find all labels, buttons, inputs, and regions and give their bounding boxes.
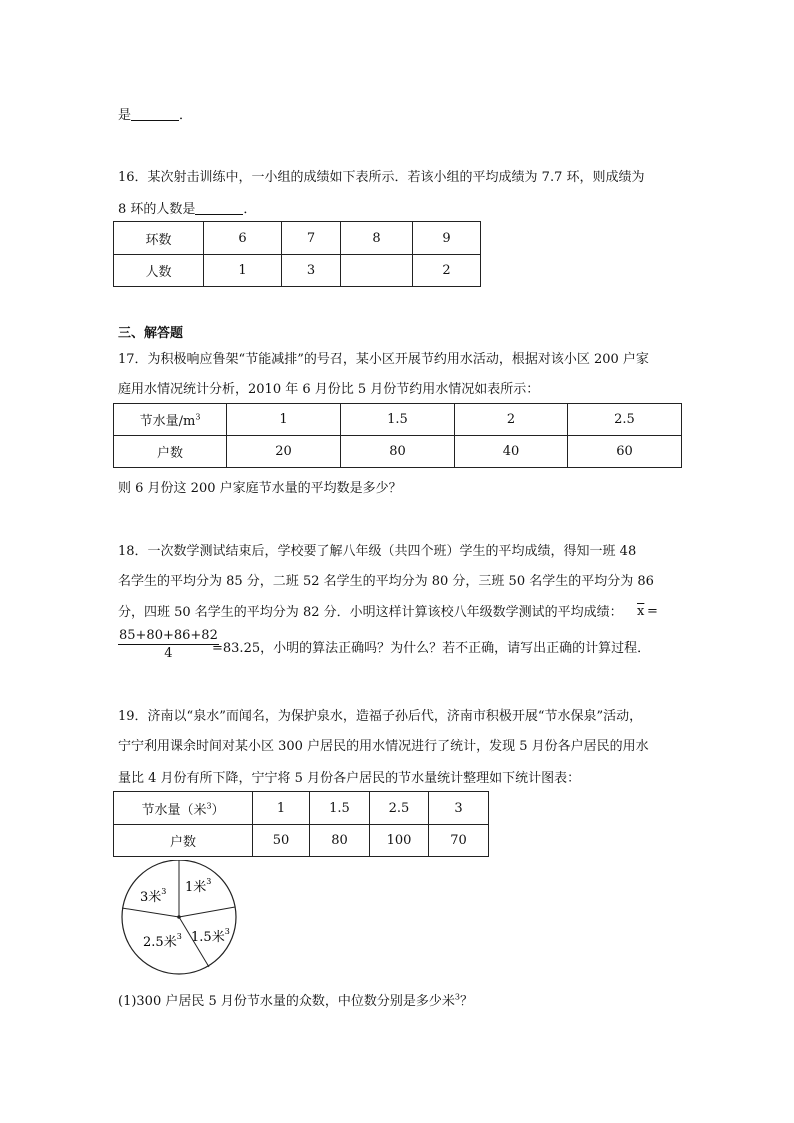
q17-cell: 60 — [568, 436, 682, 468]
q16-cell: 2 — [413, 255, 481, 287]
q19-cell: 1 — [253, 792, 310, 825]
q16-cell: 7 — [282, 222, 341, 255]
q19-sub1-text: (1)300 户居民 5 月份节水量的众数，中位数分别是多少米 — [118, 994, 455, 1009]
q16-line1: 16．某次射击训练中，一小组的成绩如下表所示．若该小组的平均成绩为 7.7 环，则成绩为 — [118, 170, 645, 185]
q17-table — [113, 403, 682, 468]
q15-period: ． — [179, 108, 193, 123]
q15-answer-blank[interactable] — [131, 107, 179, 121]
q17-line2: 庭用水情况统计分析，2010 年 6 月份比 5 月份节约用水情况如表所示： — [118, 382, 540, 397]
q18-fraction — [118, 628, 219, 663]
q16-table-row2 — [114, 255, 481, 287]
q19-cell: 100 — [370, 825, 429, 857]
q18-after: =83.25，小明的算法正确吗？为什么？若不正确，请写出正确的计算过程． — [212, 641, 651, 656]
q16-cell: 6 — [204, 222, 282, 255]
q17-header-cell — [114, 404, 227, 436]
q19-cell: 70 — [429, 825, 489, 857]
q19-sub1-end: ？ — [460, 994, 474, 1009]
q16-cell: 9 — [413, 222, 481, 255]
q17-unit-sup: 3 — [195, 412, 201, 422]
q17-cell: 20 — [227, 436, 341, 468]
q16-cell: 环数 — [114, 222, 204, 255]
q18-line2: 名学生的平均分为 85 分，二班 52 名学生的平均分为 80 分，三班 50 名学生的平均分为 86 — [118, 574, 654, 589]
q19-unit-sup: 3 — [206, 801, 212, 811]
q17-table-row2 — [114, 436, 682, 468]
q16-cell: 8 — [341, 222, 413, 255]
q16-table — [113, 221, 481, 287]
q19-table — [113, 791, 489, 857]
q15-tail-text: 是 — [118, 108, 132, 123]
q19-cell: 3 — [429, 792, 489, 825]
q16-cell — [341, 255, 413, 287]
pie-label-3: 3米$^3$ — [140, 887, 167, 905]
pie-center — [177, 915, 181, 919]
q17-cell: 1 — [227, 404, 341, 436]
q17-cell: 1.5 — [341, 404, 455, 436]
q16-table-row1 — [114, 222, 481, 255]
q18-equals: = — [647, 604, 658, 619]
q19-line1: 19．济南以“泉水”而闻名，为保护泉水，造福子孙后代，济南市积极开展“节水保泉”活动， — [118, 709, 643, 724]
q19-cell: 50 — [253, 825, 310, 857]
q16-period: ． — [243, 202, 257, 217]
q16-line2-text: 8 环的人数是 — [118, 202, 196, 217]
q19-table-row2 — [114, 825, 489, 857]
q19-unit-label: 节水量（米 — [141, 802, 207, 818]
q16-line2 — [118, 198, 256, 217]
q19-sub1 — [118, 990, 473, 1009]
q17-cell: 40 — [455, 436, 568, 468]
q17-table-row1 — [114, 404, 682, 436]
q19-cell: 80 — [310, 825, 370, 857]
q15-tail — [118, 104, 192, 123]
q18-numerator: 85+80+86+82 — [119, 628, 218, 643]
q17-unit-label: 节水量/m — [139, 414, 196, 429]
q18-xbar: $\overline{x}$ — [637, 604, 645, 619]
q19-cell: 户数 — [114, 825, 253, 857]
q19-line3: 量比 4 月份有所下降，宁宁将 5 月份各户居民的节水量统计整理如下统计图表： — [118, 771, 581, 786]
q19-line2: 宁宁利用课余时间对某小区 300 户居民的用水情况进行了统计，发现 5 月份各户居民的用水 — [118, 739, 649, 754]
q17-cell: 户数 — [114, 436, 227, 468]
q19-sub1-sup: 3 — [454, 992, 460, 1002]
q18-line3: 分，四班 50 名学生的平均分为 82 分．小明这样计算该校八年级数学测试的平均成绩： — [118, 605, 623, 620]
pie-label-1-5: 1.5米$^3$ — [191, 927, 230, 945]
q16-cell: 人数 — [114, 255, 204, 287]
q19-cell: 2.5 — [370, 792, 429, 825]
q17-cell: 2.5 — [568, 404, 682, 436]
q17-cell: 80 — [341, 436, 455, 468]
q19-cell: 1.5 — [310, 792, 370, 825]
q18-denominator: 4 — [164, 646, 173, 661]
q19-pie-chart — [118, 860, 242, 976]
pie-label-2-5: 2.5米$^3$ — [143, 932, 182, 950]
q19-table-row1 — [114, 792, 489, 825]
q16-cell: 3 — [282, 255, 341, 287]
q17-question: 则 6 月份这 200 户家庭节水量的平均数是多少？ — [118, 481, 402, 496]
pie-label-1: 1米$^3$ — [185, 877, 212, 895]
q16-cell: 1 — [204, 255, 282, 287]
q16-answer-blank[interactable] — [195, 201, 243, 215]
q17-cell: 2 — [455, 404, 568, 436]
q19-unit-close: ） — [211, 802, 225, 818]
q19-header-cell — [114, 792, 253, 825]
q17-line1: 17．为积极响应鲁架“节能减排”的号召，某小区开展节约用水活动，根据对该小区 200 户家 — [118, 352, 649, 367]
q18-line1: 18．一次数学测试结束后，学校要了解八年级（共四个班）学生的平均成绩，得知一班 48 — [118, 544, 637, 559]
section-heading: 三、解答题 — [118, 326, 184, 341]
